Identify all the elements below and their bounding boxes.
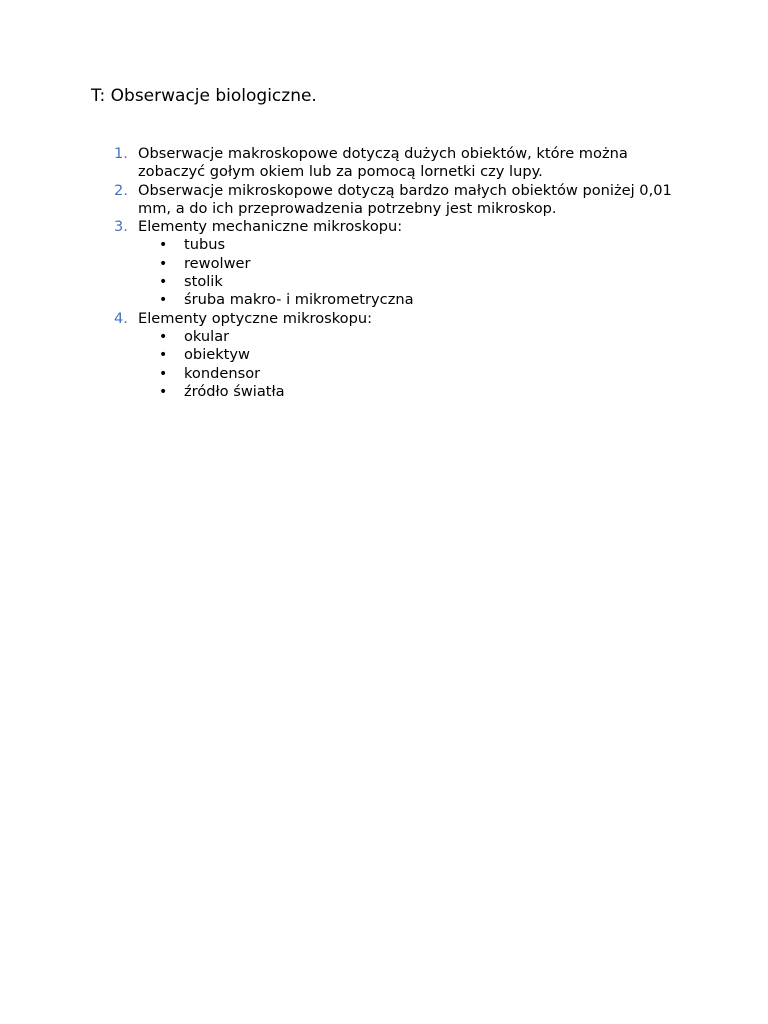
list-item-text: Obserwacje makroskopowe dotyczą dużych obiektów, które można zobaczyć gołym okiem lub za pomocą lornetki czy lupy. <box>138 145 628 181</box>
bullet-item-text: obiektyw <box>184 346 250 364</box>
bullet-icon: • <box>159 255 168 272</box>
bullet-item <box>138 365 698 383</box>
bullet-item <box>138 346 698 364</box>
bullet-item <box>138 236 698 254</box>
bullet-icon: • <box>159 347 168 364</box>
bullet-list <box>138 236 698 309</box>
bullet-item-text: śruba makro- i mikrometryczna <box>184 291 414 309</box>
list-item-text: Elementy mechaniczne mikroskopu: <box>138 218 403 236</box>
bullet-item <box>138 255 698 273</box>
bullet-item <box>138 328 698 346</box>
bullet-list <box>138 328 698 401</box>
list-number: 4. <box>114 309 128 327</box>
bullet-item-text: kondensor <box>184 364 261 382</box>
list-item <box>0 182 698 219</box>
numbered-list <box>0 145 768 401</box>
bullet-icon: • <box>159 274 168 291</box>
bullet-icon: • <box>159 365 168 382</box>
list-item <box>0 218 698 309</box>
list-number: 3. <box>114 218 128 236</box>
list-item <box>0 310 698 401</box>
bullet-item-text: tubus <box>184 236 226 254</box>
list-item <box>0 145 698 182</box>
document-title: T: Obserwacje biologiczne. <box>91 86 317 106</box>
bullet-item-text: źródło światła <box>184 382 285 400</box>
list-item-text: Elementy optyczne mikroskopu: <box>138 309 373 327</box>
bullet-item-text: rewolwer <box>184 254 251 272</box>
bullet-icon: • <box>159 237 168 254</box>
bullet-item <box>138 383 698 401</box>
bullet-item-text: okular <box>184 327 230 345</box>
bullet-item-text: stolik <box>184 273 223 291</box>
bullet-icon: • <box>159 383 168 400</box>
bullet-item <box>138 291 698 309</box>
bullet-item <box>138 273 698 291</box>
list-number: 1. <box>114 145 128 162</box>
list-item-text: Obserwacje mikroskopowe dotyczą bardzo małych obiektów poniżej 0,01 mm, a do ich przeprowadzenia potrzebny jest mikroskop. <box>138 181 672 217</box>
list-number: 2. <box>114 181 128 199</box>
bullet-icon: • <box>159 328 168 345</box>
bullet-icon: • <box>159 292 168 309</box>
